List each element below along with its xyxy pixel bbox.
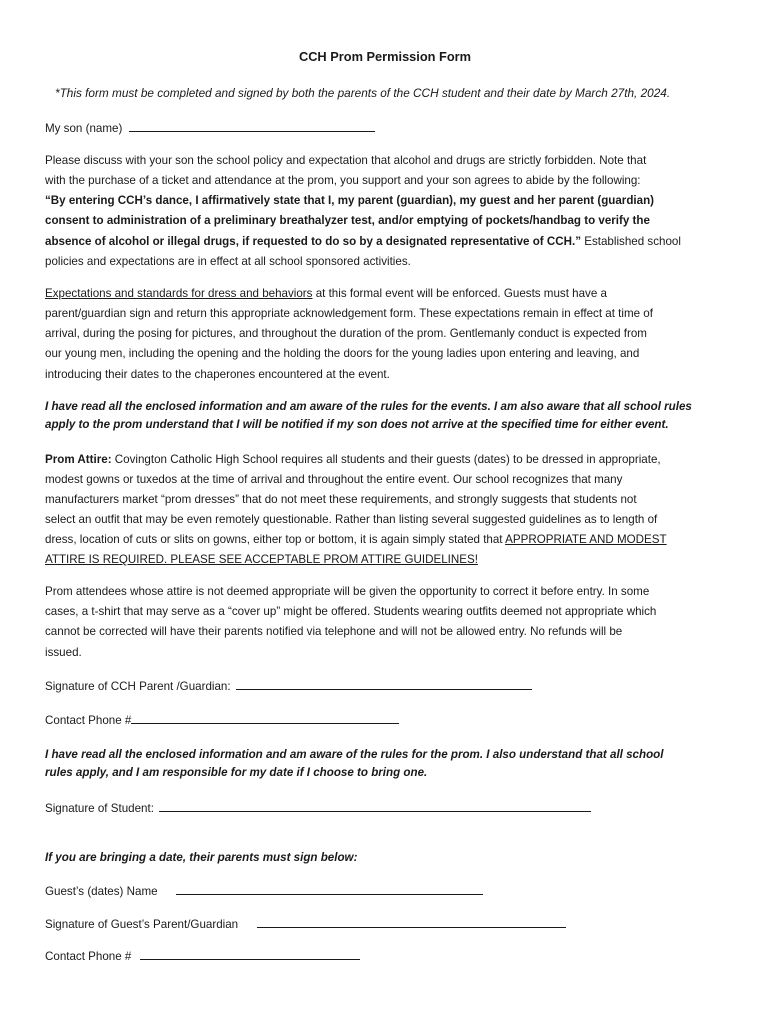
acknowledgement-line: apply to the prom understand that I will be notified if my son does not arrive at the specified time for either event. bbox=[45, 418, 669, 431]
student-signature-row bbox=[45, 798, 591, 819]
son-name-row bbox=[45, 118, 375, 139]
expectations-line: arrival, during the posing for pictures, and throughout the duration of the prom. Gentlemanly conduct is expected from bbox=[45, 327, 647, 340]
expectations-line bbox=[45, 284, 607, 304]
parent-phone-row bbox=[45, 710, 399, 731]
expectations-line: parent/guardian sign and return this appropriate acknowledgement form. These expectations remain in effect at time of bbox=[45, 307, 653, 320]
acknowledgement-line: I have read all the enclosed information and am aware of the rules for the events. I am also aware that all school rules bbox=[45, 400, 692, 413]
deadline-note: *This form must be completed and signed by both the parents of the CCH student and their date by March 27th, 2024. bbox=[55, 86, 671, 100]
parent-phone-line[interactable] bbox=[131, 710, 399, 724]
policy-statement-line: “By entering CCH’s dance, I affirmatively state that I, my parent (guardian), my guest and her parent (guardian) bbox=[45, 194, 655, 207]
policy-statement-end: absence of alcohol or illegal drugs, if requested to do so by a designated representative of CCH.” bbox=[45, 235, 582, 248]
entry-line: Prom attendees whose attire is not deemed appropriate will be given the opportunity to correct it before entry. In some bbox=[45, 585, 650, 598]
policy-line: Please discuss with your son the school policy and expectation that alcohol and drugs are strictly forbidden. Note that bbox=[45, 154, 647, 167]
guest-parent-signature-label: Signature of Guest’s Parent/Guardian bbox=[45, 918, 239, 931]
attire-requirement: APPROPRIATE AND MODEST bbox=[505, 533, 667, 546]
attire-text: Covington Catholic High School requires all students and their guests (dates) to be dressed in appropriate, bbox=[111, 453, 661, 466]
son-name-label: My son (name) bbox=[45, 122, 123, 135]
son-name-line[interactable] bbox=[129, 118, 375, 132]
entry-line: cases, a t-shirt that may serve as a “cover up” might be offered. Students wearing outfits deemed not appropriate which bbox=[45, 605, 657, 618]
policy-statement-line: consent to administration of a preliminary breathalyzer test, and/or emptying of pockets/handbag to verify the bbox=[45, 214, 650, 227]
guest-phone-line[interactable] bbox=[140, 946, 360, 960]
entry-line: issued. bbox=[45, 646, 82, 659]
attire-requirement: ATTIRE IS REQUIRED. PLEASE SEE ACCEPTABLE PROM ATTIRE GUIDELINES! bbox=[45, 553, 478, 566]
expectations-line: introducing their dates to the chaperones encountered at the event. bbox=[45, 368, 390, 381]
expectations-text: at this formal event will be enforced. Guests must have a bbox=[312, 287, 607, 300]
guest-name-line[interactable] bbox=[176, 881, 483, 895]
guest-name-row bbox=[45, 881, 483, 902]
parent-signature-label: Signature of CCH Parent /Guardian: bbox=[45, 680, 231, 693]
policy-line: policies and expectations are in effect at all school sponsored activities. bbox=[45, 255, 411, 268]
form-title: CCH Prom Permission Form bbox=[298, 49, 472, 64]
acknowledgement-line: I have read all the enclosed information and am aware of the rules for the prom. I also understand that all school bbox=[45, 748, 664, 761]
entry-line: cannot be corrected will have their parents notified via telephone and will not be allowed entry. No refunds will be bbox=[45, 625, 623, 638]
attire-line bbox=[45, 450, 661, 470]
attire-line: modest gowns or tuxedos at the time of arrival and throughout the entire event. Our school recognizes that many bbox=[45, 473, 623, 486]
attire-label: Prom Attire: bbox=[45, 453, 112, 466]
attire-line: manufacturers market “prom dresses” that do not meet these requirements, and strongly suggests that students not bbox=[45, 493, 637, 506]
attire-line bbox=[45, 530, 667, 550]
attire-line: select an outfit that may be even remotely questionable. Rather than listing several suggested guidelines as to length of bbox=[45, 513, 658, 526]
policy-line bbox=[45, 232, 681, 252]
parent-phone-label: Contact Phone # bbox=[45, 714, 132, 727]
guest-phone-row bbox=[45, 946, 360, 967]
expectations-line: our young men, including the opening and the holding the doors for the young ladies upon entering and leaving, and bbox=[45, 347, 640, 360]
parent-signature-row bbox=[45, 676, 532, 697]
policy-line: with the purchase of a ticket and attendance at the prom, you support and your son agrees to abide by the following: bbox=[45, 174, 641, 187]
parent-signature-line[interactable] bbox=[236, 676, 532, 690]
student-signature-label: Signature of Student: bbox=[45, 802, 154, 815]
guest-phone-label: Contact Phone # bbox=[45, 950, 132, 963]
guest-parent-signature-line[interactable] bbox=[257, 914, 566, 928]
student-signature-line[interactable] bbox=[159, 798, 591, 812]
guest-parent-signature-row bbox=[45, 914, 566, 935]
attire-text: dress, location of cuts or slits on gowns, either top or bottom, it is again simply stated that bbox=[45, 533, 506, 546]
date-section-heading: If you are bringing a date, their parents must sign below: bbox=[45, 851, 358, 864]
acknowledgement-line: rules apply, and I am responsible for my date if I choose to bring one. bbox=[45, 766, 428, 779]
policy-text: Established school bbox=[581, 235, 681, 248]
guest-name-label: Guest’s (dates) Name bbox=[45, 885, 158, 898]
expectations-heading: Expectations and standards for dress and behaviors bbox=[45, 287, 313, 300]
